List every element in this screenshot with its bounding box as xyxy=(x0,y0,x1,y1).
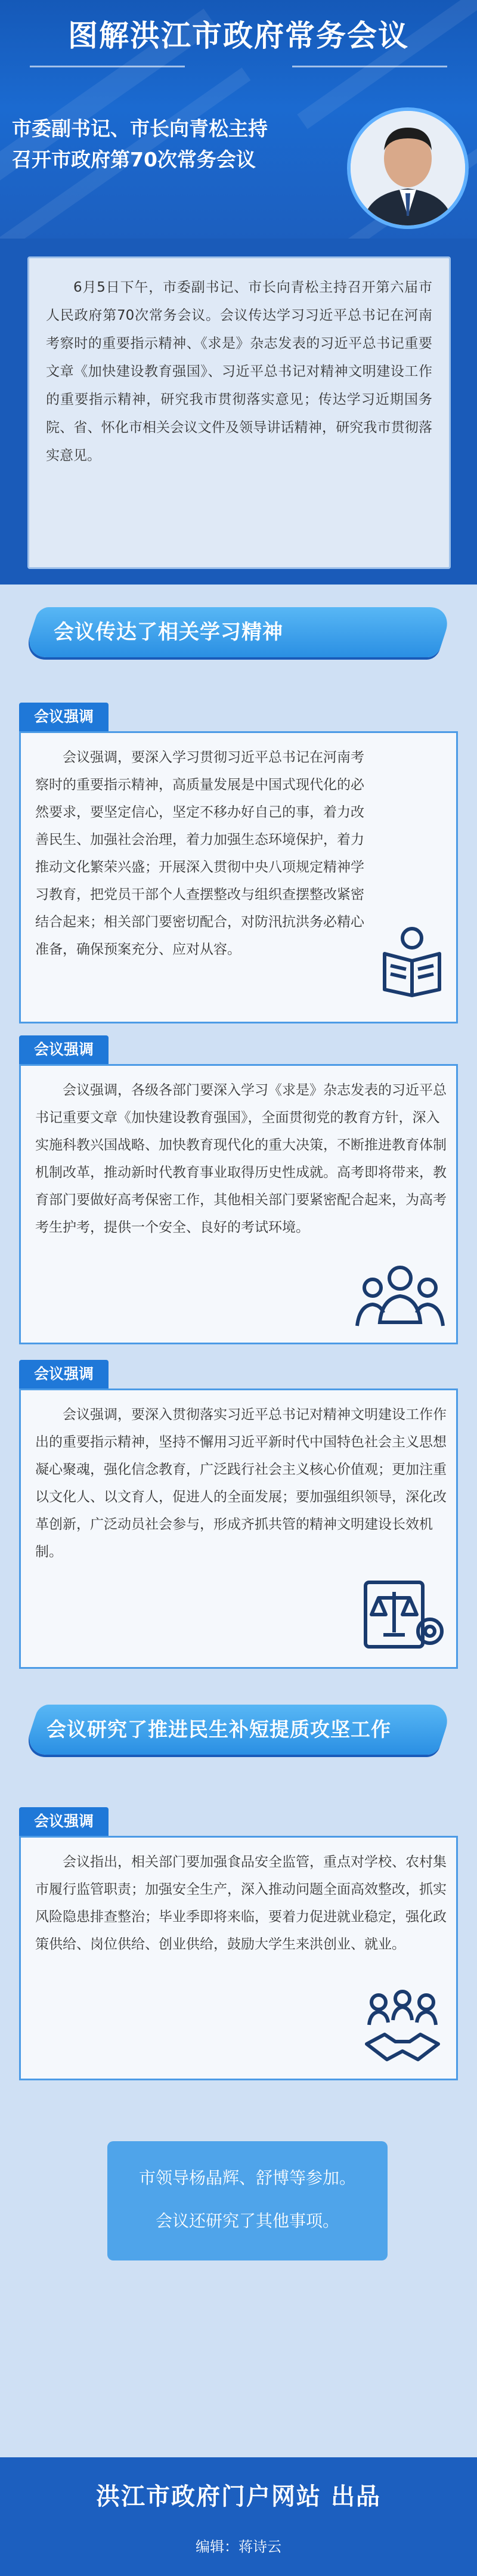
subtitle-line-2: 召开市政府第70次常务会议 xyxy=(12,148,256,171)
emphasis-card-1 xyxy=(19,731,458,1023)
handshake-group-icon xyxy=(361,1989,444,2063)
section-heading-study xyxy=(18,602,459,662)
reading-person-icon xyxy=(375,924,449,998)
mayor-portrait xyxy=(347,107,469,229)
emphasis-card-2 xyxy=(19,1064,458,1344)
attendance-note xyxy=(107,2141,388,2260)
card-text: 会议强调，各级各部门要深入学习《求是》杂志发表的习近平总书记重要文章《加快建设教育强国》，全面贯彻党的教育方针，深入实施科教兴国战略、加快教育现代化的重大决策，不断推进教育体制机制改革，推动新时代教育事业取得历史性成就。高考即将带来，教育部门要做好高考保密工作，其他相关部门要紧密配合起来，为高考考生护考，提供一个安全、良好的考试环境。 xyxy=(35,1083,447,1235)
section-heading-livelihood xyxy=(18,1700,459,1759)
card-text: 会议指出，相关部门要加强食品安全监管，重点对学校、农村集市履行监管职责；加强安全生产，深入推动问题全面高效整改，抓实风险隐患排查整治；毕业季即将来临，要着力促进就业稳定，强化政策供给、岗位供给、创业供给，鼓励大学生来洪创业、就业。 xyxy=(35,1854,447,1952)
title-divider-right xyxy=(292,66,447,67)
title-divider-left xyxy=(30,66,185,67)
card-tag: 会议强调 xyxy=(19,1035,109,1064)
footer-source: 洪江市政府门户网站 出品 xyxy=(96,2483,381,2510)
footer xyxy=(0,2457,477,2576)
section-heading-label: 会议研究了推进民生补短提质攻坚工作 xyxy=(47,1718,391,1741)
card-text: 会议强调，要深入贯彻落实习近平总书记对精神文明建设工作作出的重要指示精神，坚持不懈用习近平新时代中国特色社会主义思想凝心聚魂，强化信念教育，广泛践行社会主义核心价值观；更加注重以文化人、以文育人，促进人的全面发展；要加强组织领导，深化改革创新，广泛动员社会参与，形成齐抓共管的精神文明建设长效机制。 xyxy=(35,1407,447,1560)
scales-document-icon xyxy=(358,1578,448,1652)
card-tag: 会议强调 xyxy=(19,703,109,731)
note-line-1: 市领导杨晶辉、舒博等参加。 xyxy=(138,2168,356,2188)
person-portrait-icon xyxy=(351,111,465,225)
note-line-2: 会议还研究了其他事项。 xyxy=(155,2211,339,2231)
card-text: 会议强调，要深入学习贯彻习近平总书记在河南考察时的重要指示精神，高质量发展是中国式现代化的必然要求，要坚定信心，坚定不移办好自己的事，着力改善民生、加强社会治理，着力加强生态环境保护，着力推动文化繁荣兴盛；开展深入贯彻中央八项规定精神学习教育，把党员干部个人查摆整改与组织查摆整改紧密结合起来；相关部门要密切配合，对防汛抗洪务必精心准备，确保预案充分、应对从容。 xyxy=(35,750,364,957)
card-tag: 会议强调 xyxy=(19,1360,109,1388)
page-title: 图解洪江市政府常务会议 xyxy=(68,18,409,53)
footer-editor: 编辑：蒋诗云 xyxy=(196,2538,281,2555)
meeting-subtitle xyxy=(12,113,346,175)
card-tag: 会议强调 xyxy=(19,1807,109,1836)
section-heading-label: 会议传达了相关学习精神 xyxy=(54,620,283,644)
emphasis-card-4 xyxy=(19,1836,458,2080)
meeting-summary: 6月5日下午，市委副书记、市长向青松主持召开第六届市人民政府第70次常务会议。会议传达学习习近平总书记在河南考察时的重要指示精神、《求是》杂志发表的习近平总书记重要文章《加快建设教育强国》、习近平总书记对精神文明建设工作的重要指示精神，研究我市贯彻落实意见；传达学习近期国务院、省、怀化市相关会议文件及领导讲话精神，研究我市贯彻落实意见。 xyxy=(27,256,451,569)
subtitle-line-1: 市委副书记、市长向青松主持 xyxy=(12,117,268,140)
people-group-icon xyxy=(352,1258,448,1332)
emphasis-card-3 xyxy=(19,1388,458,1669)
